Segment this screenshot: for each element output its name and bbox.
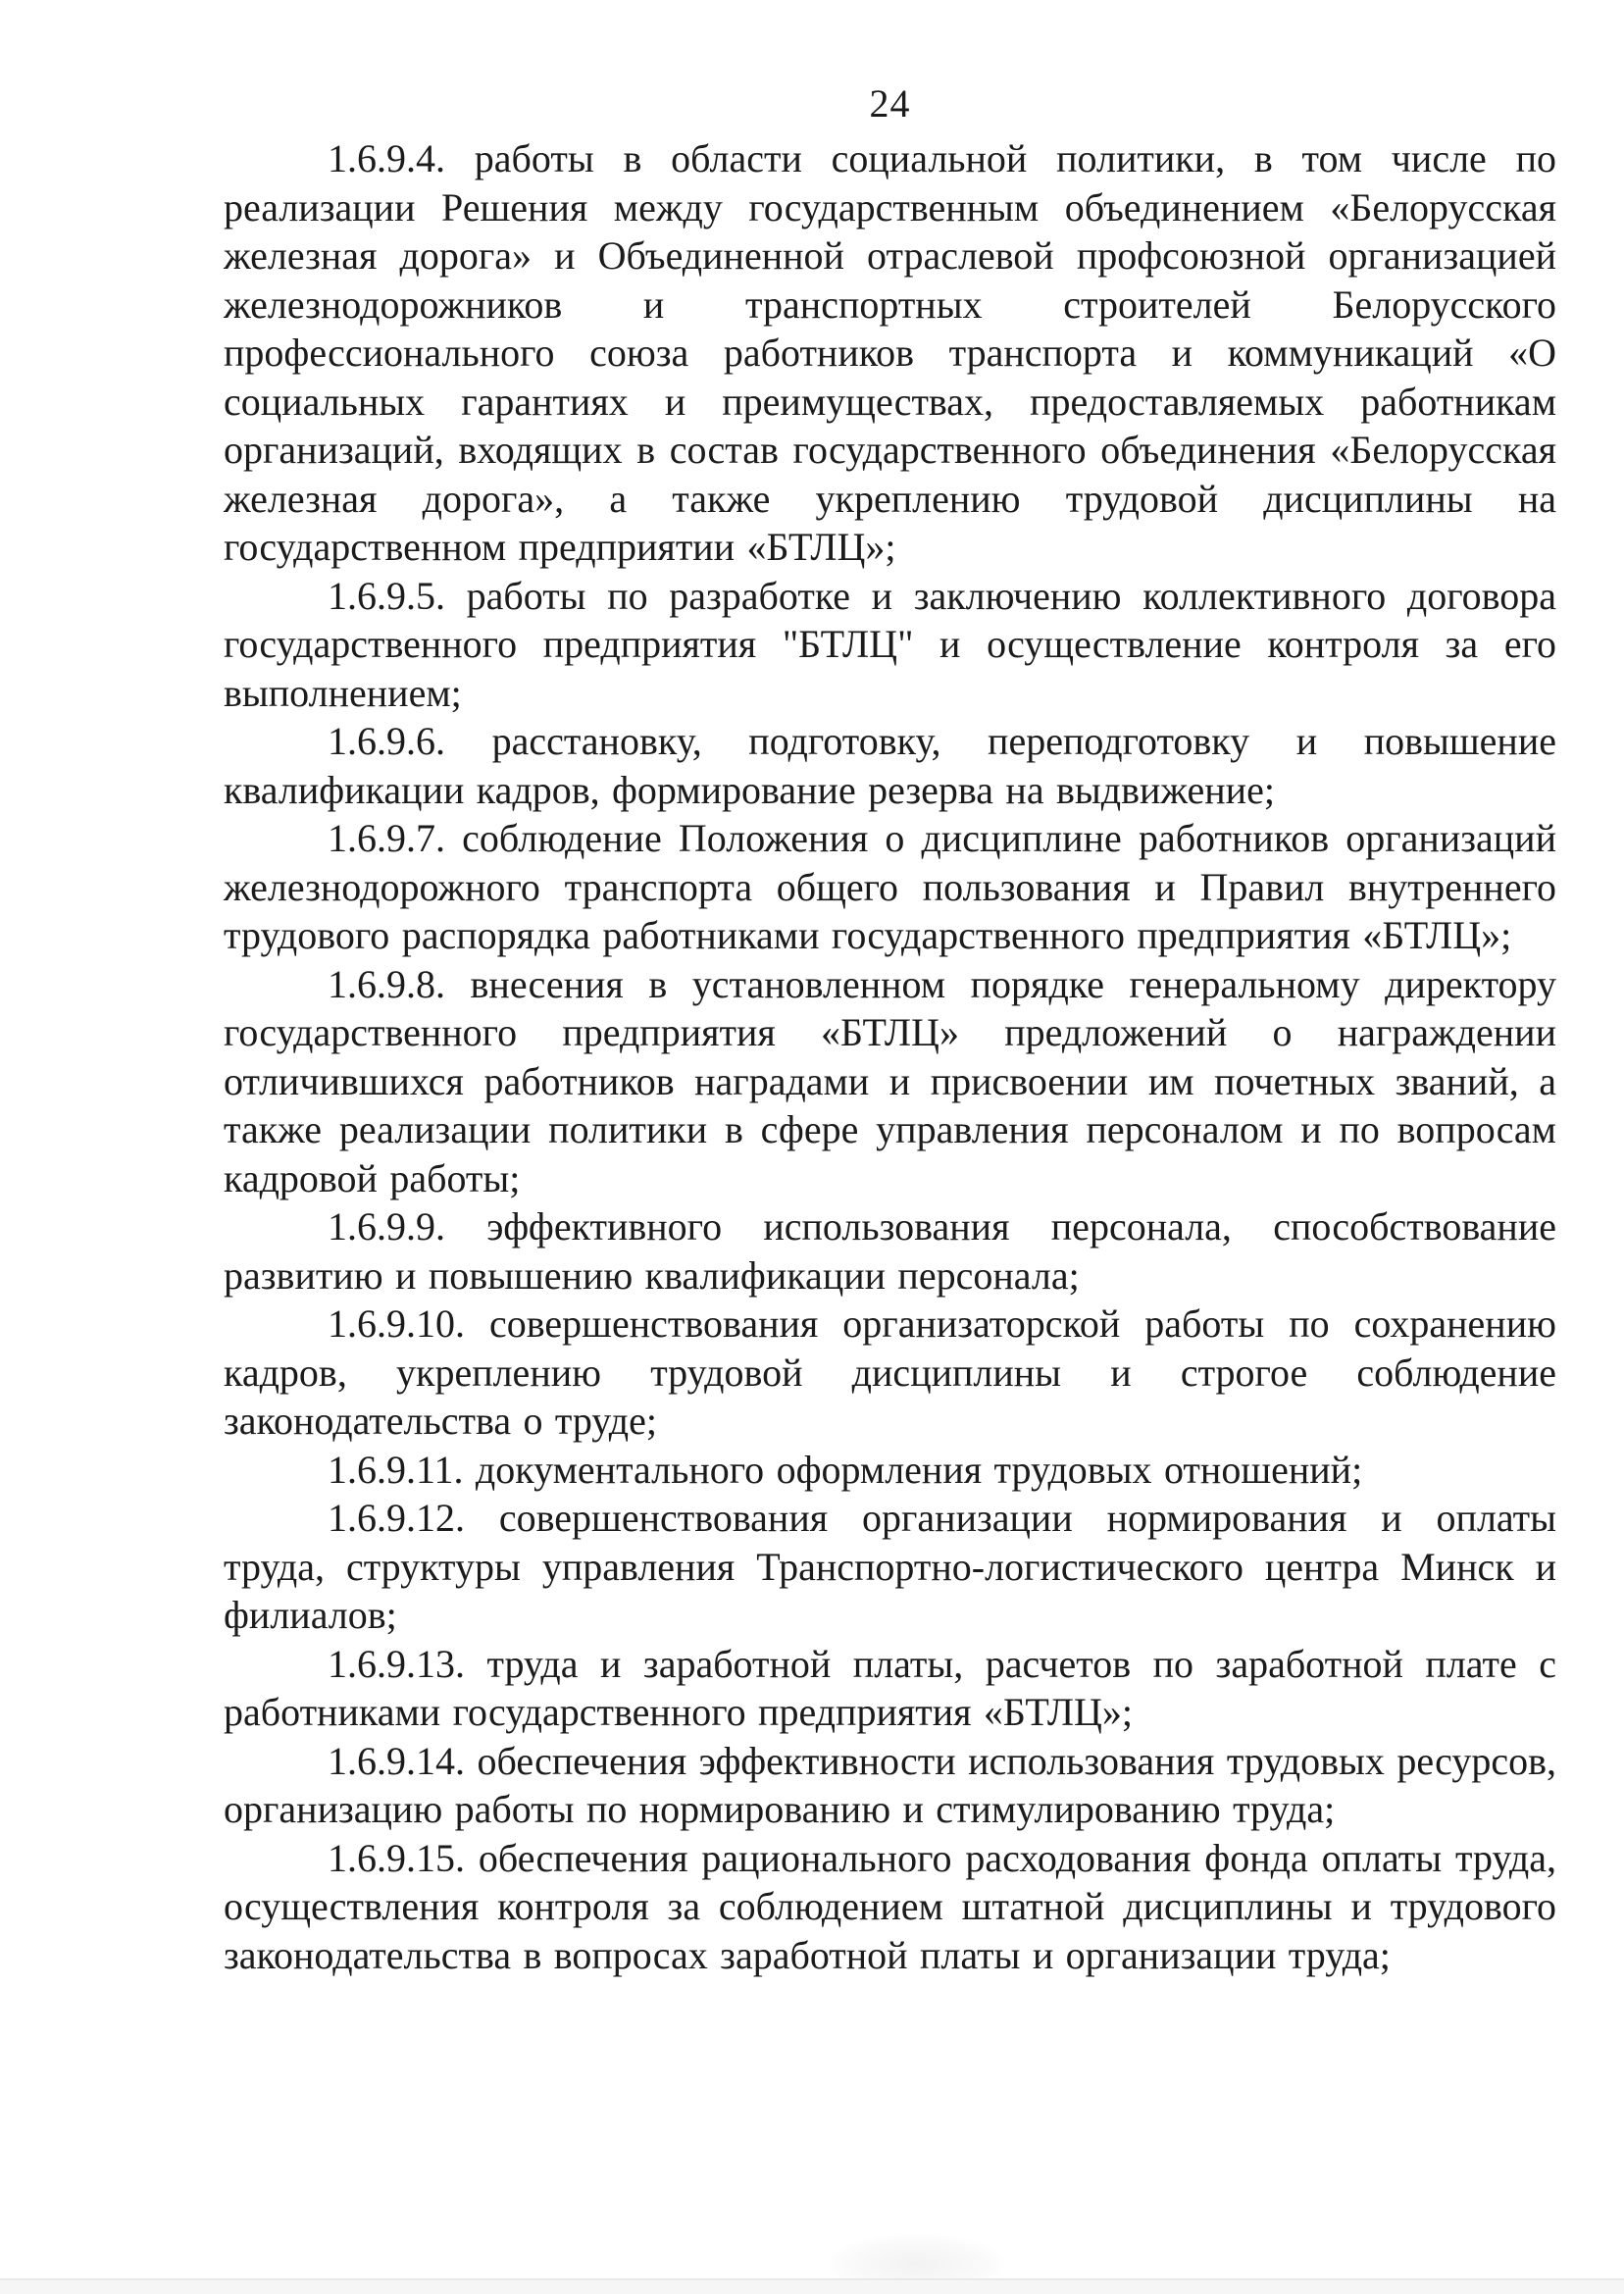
paragraph-1-6-9-11: 1.6.9.11. документального оформления трудовых отношений;	[328, 1447, 1363, 1492]
paragraph-1-6-9-4: 1.6.9.4. работы в области социальной политики, в том числе по реализации Решения между государственным объединением «Белорусская железная дорога» и Объединенной отраслевой профсоюзной организацией железнодорожников и транспортных строителей Белорусского профессионального союза работников транспорта и коммуникаций «О социальных гарантиях и преимуществах, предоставляемых работникам организаций, входящих в состав государственного объединения «Белорусская железная дорога», а также укреплению трудовой дисциплины на государственном предприятии «БТЛЦ»;	[224, 136, 1556, 569]
scan-edge-shadow	[0, 2278, 1624, 2294]
body-text	[224, 134, 1556, 1979]
paragraph-1-6-9-13: 1.6.9.13. труда и заработной платы, расчетов по заработной плате с работниками государственного предприятия «БТЛЦ»;	[224, 1641, 1556, 1734]
paragraph-1-6-9-15: 1.6.9.15. обеспечения рационального расходования фонда оплаты труда, осуществления контроля за соблюдением штатной дисциплины и трудового законодательства в вопросах заработной платы и организации труда;	[224, 1835, 1556, 1977]
paragraph-1-6-9-14: 1.6.9.14. обеспечения эффективности использования трудовых ресурсов, организацию работы по нормированию и стимулированию труда;	[224, 1738, 1556, 1831]
paragraph-1-6-9-9: 1.6.9.9. эффективного использования персонала, способствование развитию и повышению квалификации персонала;	[224, 1204, 1556, 1298]
page-number: 24	[869, 81, 911, 126]
paragraph-1-6-9-8: 1.6.9.8. внесения в установленном порядке генеральному директору государственного предприятия «БТЛЦ» предложений о награждении отличившихся работников наградами и присвоении им почетных званий, а также реализации политики в сфере управления персоналом и по вопросам кадровой работы;	[224, 961, 1556, 1200]
paragraph-1-6-9-10: 1.6.9.10. совершенствования организаторской работы по сохранению кадров, укреплению трудовой дисциплины и строгое соблюдение законодательства о труде;	[224, 1301, 1556, 1443]
paragraph-1-6-9-6: 1.6.9.6. расстановку, подготовку, переподготовку и повышение квалификации кадров, формирование резерва на выдвижение;	[224, 719, 1556, 812]
paragraph-1-6-9-5: 1.6.9.5. работы по разработке и заключению коллективного договора государственного предприятия "БТЛЦ" и осуществление контроля за его выполнением;	[224, 573, 1556, 715]
paragraph-1-6-9-12: 1.6.9.12. совершенствования организации нормирования и оплаты труда, структуры управления Транспортно-логистического центра Минск и филиалов;	[224, 1496, 1556, 1637]
paragraph-1-6-9-7: 1.6.9.7. соблюдение Положения о дисциплине работников организаций железнодорожного транспорта общего пользования и Правил внутреннего трудового распорядка работниками государственного предприятия «БТЛЦ»;	[224, 816, 1556, 957]
